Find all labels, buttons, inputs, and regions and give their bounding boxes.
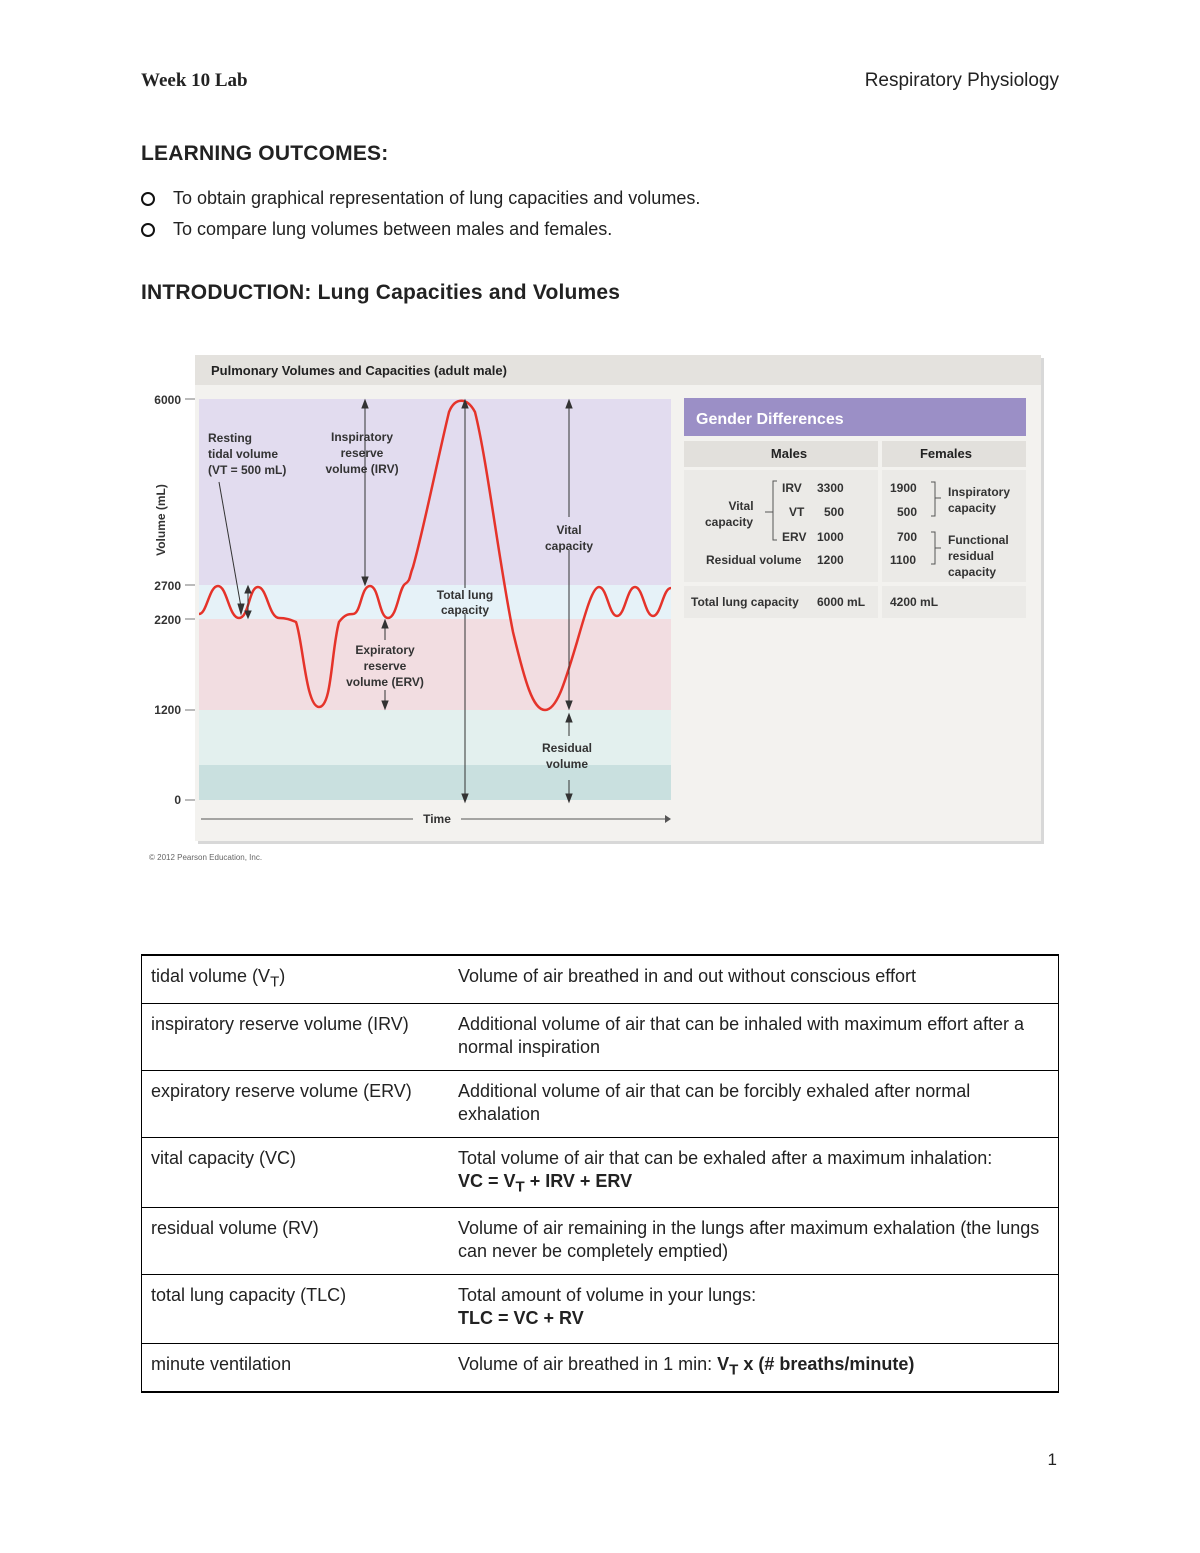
- definition-cell: Total amount of volume in your lungs: TLC = VC + RV: [449, 1275, 1059, 1344]
- erv-band: [199, 619, 671, 710]
- female-vt: 500: [897, 505, 918, 519]
- table-row: [142, 1003, 1059, 1070]
- annotation-vital: Vital: [556, 523, 582, 537]
- tlc-label: Total lung capacity: [691, 595, 799, 609]
- definition-cell: Volume of air remaining in the lungs after maximum exhalation (the lungs can never be completely emptied): [449, 1208, 1059, 1275]
- annotation-residual: Residual: [541, 741, 593, 755]
- introduction-heading: INTRODUCTION: Lung Capacities and Volumes: [141, 281, 621, 304]
- page-number: 1: [1047, 1450, 1057, 1469]
- functional-residual-label: residual: [948, 549, 995, 563]
- learning-outcomes-list: [141, 183, 700, 245]
- list-item: To compare lung volumes between males and females.: [141, 214, 700, 245]
- definition-cell: Volume of air breathed in 1 min: $V_T$ x (# breaths/minute): [449, 1344, 1059, 1392]
- y-tick-label: 0: [174, 793, 181, 807]
- residual-dark-band: [199, 765, 671, 800]
- table-row: [142, 1137, 1059, 1208]
- table-row: [142, 1275, 1059, 1344]
- male-irv: 3300: [817, 481, 844, 495]
- annotation-erv: reserve: [363, 659, 407, 673]
- irv-band: [199, 399, 671, 585]
- formula: VC = $V_T$ + IRV + ERV: [458, 1170, 633, 1196]
- formula: TLC = VC + RV: [458, 1308, 584, 1329]
- row-label-erv: ERV: [782, 530, 807, 544]
- tidal-band: [199, 585, 671, 619]
- formula: $V_T$ x (# breaths/minute): [717, 1354, 915, 1379]
- annotation-erv: volume (ERV): [346, 675, 424, 689]
- definitions-table: [141, 954, 1059, 1393]
- male-erv: 1000: [817, 530, 844, 544]
- table-row: [142, 955, 1059, 1003]
- figure-title: Pulmonary Volumes and Capacities (adult male): [211, 363, 507, 378]
- learning-outcomes-heading: LEARNING OUTCOMES:: [141, 142, 389, 165]
- functional-residual-label: Functional: [948, 533, 1009, 547]
- definition-cell: Additional volume of air that can be forcibly exhaled after normal exhalation: [449, 1070, 1059, 1137]
- male-vt: 500: [824, 505, 845, 519]
- residual-volume-label: Residual volume: [706, 553, 802, 567]
- y-tick-label: 6000: [154, 393, 181, 407]
- term-cell: inspiratory reserve volume (IRV): [142, 1003, 450, 1070]
- pulmonary-volumes-figure: [141, 352, 1061, 872]
- vital-capacity-label: capacity: [704, 515, 754, 529]
- annotation-irv: volume (IRV): [325, 462, 399, 476]
- annotation-vital: capacity: [544, 539, 594, 553]
- header-course: Week 10 Lab: [141, 70, 248, 91]
- term-cell: vital capacity (VC): [142, 1137, 450, 1208]
- table-row: [142, 1344, 1059, 1392]
- inspiratory-capacity-label: Inspiratory: [948, 485, 1011, 499]
- term-cell: expiratory reserve volume (ERV): [142, 1070, 450, 1137]
- row-label-vt: VT: [789, 505, 805, 519]
- annotation-total-lung: capacity: [440, 603, 490, 617]
- annotation-resting-tidal: Resting: [208, 431, 253, 445]
- annotation-total-lung: Total lung: [436, 588, 494, 602]
- y-tick-label: 1200: [154, 703, 181, 717]
- y-axis-label: Volume (mL): [154, 484, 168, 556]
- female-erv: 700: [897, 530, 918, 544]
- term-cell: tidal volume $(V_T)$: [142, 955, 450, 1003]
- copyright: © 2012 Pearson Education, Inc.: [149, 853, 263, 862]
- inspiratory-capacity-label: capacity: [948, 501, 997, 515]
- female-tlc: 4200 mL: [890, 595, 939, 609]
- vital-capacity-label: Vital: [728, 499, 754, 513]
- term-cell: total lung capacity (TLC): [142, 1275, 450, 1344]
- males-header: Males: [770, 446, 808, 461]
- annotation-resting-tidal: (VT = 500 mL): [208, 463, 287, 477]
- circle-bullet-icon: [141, 223, 155, 237]
- annotation-irv: Inspiratory: [330, 430, 394, 444]
- definition-cell: Additional volume of air that can be inhaled with maximum effort after a normal inspiration: [449, 1003, 1059, 1070]
- females-header: Females: [919, 446, 973, 461]
- y-axis: [154, 393, 195, 807]
- table-row: [142, 1208, 1059, 1275]
- annotation-irv: reserve: [340, 446, 384, 460]
- y-tick-label: 2700: [154, 579, 181, 593]
- term-cell: residual volume (RV): [142, 1208, 450, 1275]
- annotation-residual: volume: [545, 757, 589, 771]
- term-cell: minute ventilation: [142, 1344, 450, 1392]
- male-residual: 1200: [817, 553, 844, 567]
- row-label-irv: IRV: [782, 481, 802, 495]
- header-topic: Respiratory Physiology: [864, 70, 1059, 91]
- table-row: [142, 1070, 1059, 1137]
- y-tick-label: 2200: [154, 613, 181, 627]
- female-residual: 1100: [890, 553, 917, 567]
- annotation-resting-tidal: tidal volume: [208, 447, 279, 461]
- male-tlc: 6000 mL: [817, 595, 866, 609]
- definition-cell: Volume of air breathed in and out without conscious effort: [449, 955, 1059, 1003]
- x-axis-label: Time: [423, 812, 451, 826]
- list-item: To obtain graphical representation of lung capacities and volumes.: [141, 183, 700, 214]
- circle-bullet-icon: [141, 192, 155, 206]
- functional-residual-label: capacity: [948, 565, 997, 579]
- gender-title: Gender Differences: [696, 411, 844, 428]
- residual-band: [199, 710, 671, 765]
- definition-cell: Total volume of air that can be exhaled after a maximum inhalation: VC = $V_T$ + IRV + ERV: [449, 1137, 1059, 1208]
- female-irv: 1900: [890, 481, 917, 495]
- annotation-erv: Expiratory: [355, 643, 415, 657]
